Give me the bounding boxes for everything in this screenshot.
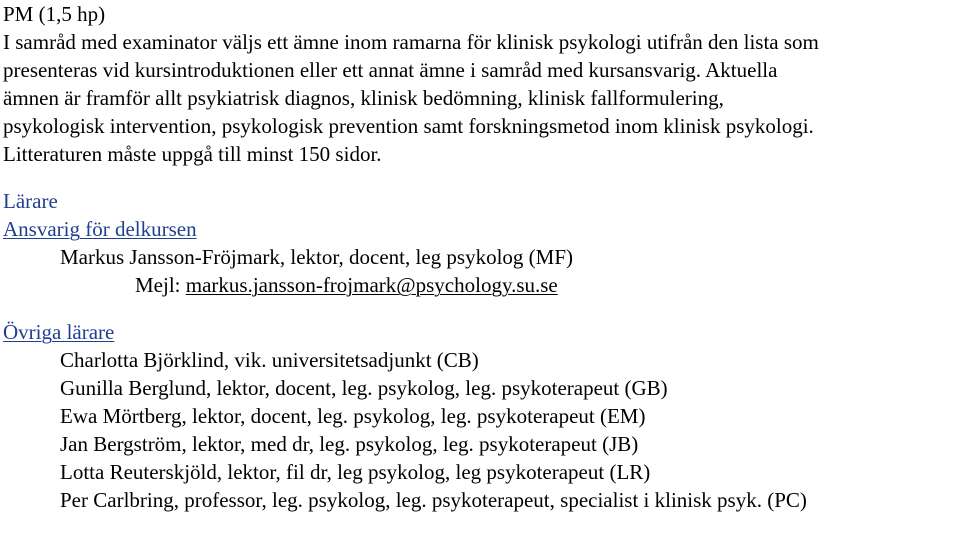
list-item: Ewa Mörtberg, lektor, docent, leg. psykolog, leg. psykoterapeut (EM)	[60, 404, 646, 428]
teachers-heading: Lärare	[3, 189, 58, 213]
list-item: Per Carlbring, professor, leg. psykolog, leg. psykoterapeut, specialist i klinisk psyk. (PC)	[60, 488, 807, 512]
other-teachers-heading: Övriga lärare	[3, 320, 115, 344]
list-item: Lotta Reuterskjöld, lektor, fil dr, leg psykolog, leg psykoterapeut (LR)	[60, 460, 651, 484]
description-line: I samråd med examinator väljs ett ämne inom ramarna för klinisk psykologi utifrån den lista som	[3, 30, 819, 54]
list-item: Jan Bergström, lektor, med dr, leg. psykolog, leg. psykoterapeut (JB)	[60, 432, 639, 456]
list-item: Gunilla Berglund, lektor, docent, leg. psykolog, leg. psykoterapeut (GB)	[60, 376, 668, 400]
email-link[interactable]: markus.jansson-frojmark@psychology.su.se	[185, 273, 558, 297]
responsible-email-row	[3, 271, 955, 299]
description-line: ämnen är framför allt psykiatrisk diagnos, klinisk bedömning, klinisk fallformulering,	[3, 86, 724, 110]
responsible-teacher: Markus Jansson-Fröjmark, lektor, docent, leg psykolog (MF)	[60, 245, 574, 269]
document-page	[3, 0, 955, 514]
description-line: presenteras vid kursintroduktionen eller ett annat ämne i samråd med kursansvarig. Aktuella	[3, 58, 778, 82]
responsible-heading: Ansvarig för delkursen	[3, 217, 197, 241]
email-label: Mejl:	[135, 273, 186, 297]
course-description	[3, 28, 955, 168]
spacer	[3, 168, 955, 187]
list-item: Charlotta Björklind, vik. universitetsadjunkt (CB)	[60, 348, 479, 372]
section-title: PM (1,5 hp)	[3, 2, 106, 26]
spacer	[3, 299, 955, 318]
description-line: Litteraturen måste uppgå till minst 150 sidor.	[3, 142, 382, 166]
other-teachers-list	[3, 346, 955, 514]
description-line: psykologisk intervention, psykologisk prevention samt forskningsmetod inom klinisk psykologi.	[3, 114, 814, 138]
